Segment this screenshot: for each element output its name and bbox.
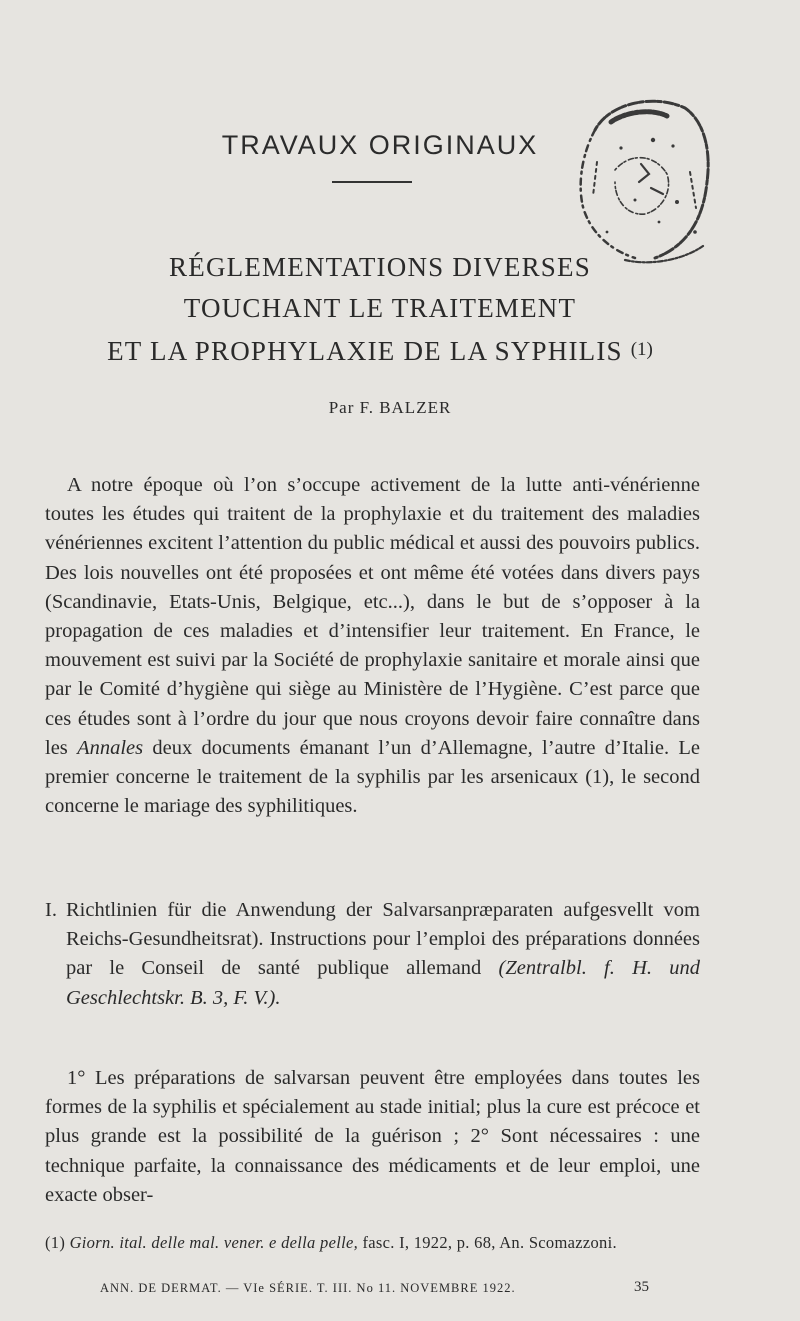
article-title-line-2: TOUCHANT LE TRAITEMENT xyxy=(183,293,577,323)
document-description xyxy=(66,896,700,1013)
intro-text-2: deux documents émanant l’un d’Allemagne, l’autre d’Italie. Le premier concerne le traitement de la syphilis par les arsenicaux (1), le second concerne le mariage des syphilitiques. xyxy=(45,736,701,818)
library-stamp-icon xyxy=(555,82,715,272)
document-number: I. xyxy=(45,899,57,921)
document-entry xyxy=(45,896,700,1013)
article-title-line-3 xyxy=(0,336,760,367)
footnote-marker: (1) xyxy=(45,1233,66,1252)
author-byline: Par F. BALZER xyxy=(328,398,452,417)
footnote-reference: (1) xyxy=(630,339,653,360)
document-citation: (Zentralbl. f. H. und Geschlechtskr. B. 3, F. V.). xyxy=(66,957,700,1009)
running-footer: ANN. DE DERMAT. — VIe SÉRIE. T. III. No 11. NOVEMBRE 1922. xyxy=(100,1281,516,1295)
footnote-journal: Giorn. ital. delle mal. vener. e della pelle, xyxy=(69,1233,359,1252)
page-number: 35 xyxy=(634,1279,649,1295)
section-title: TRAVAUX ORIGINAUX xyxy=(221,130,539,160)
footnote xyxy=(45,1233,710,1253)
article-title-line-3-text: ET LA PROPHYLAXIE DE LA SYPHILIS xyxy=(107,336,623,366)
footnote-text: fasc. I, 1922, p. 68, An. Scomazzoni. xyxy=(362,1233,617,1252)
article-title-line-1: RÉGLEMENTATIONS DIVERSES xyxy=(169,252,591,282)
intro-paragraph xyxy=(45,471,700,821)
section-divider xyxy=(332,181,412,183)
journal-name: Annales xyxy=(77,736,144,759)
intro-text-1: A notre époque où l’on s’occupe activement de la lutte anti-vénérienne toutes les études qui traitent de la prophylaxie et du traitement des maladies vénériennes excitent l’attention du public médical et aussi des pouvoirs publics. Des lois nouvelles ont été proposées et ont même été votées dans divers pays (Scandinavie, Etats-Unis, Belgique, etc...), dans le but de s’opposer à la propagation de ces maladies et d’intensifier leur traitement. En France, le mouvement est suivi par la Société de prophylaxie sanitaire et morale ainsi que par le Comité d’hygiène qui siège au Ministère de l’Hygiène. C’est parce que ces études sont à l’ordre du jour que nous croyons devoir faire connaître dans les xyxy=(45,474,700,759)
instructions-paragraph: 1° Les préparations de salvarsan peuvent être employées dans toutes les formes de la syphilis et spécialement au stade initial; plus la cure est précoce et plus grande est la possibilité de la guérison ; 2° Sont nécessaires : une technique parfaite, la connaissance des médicaments et de leur emploi, une exacte obser- xyxy=(45,1067,700,1206)
document-text: Richtlinien für die Anwendung der Salvarsanpræparaten aufgesvellt vom Reichs-Gesundheitsrat). Instructions pour l’emploi des préparations données par le Conseil de santé publique allemand xyxy=(66,899,700,980)
